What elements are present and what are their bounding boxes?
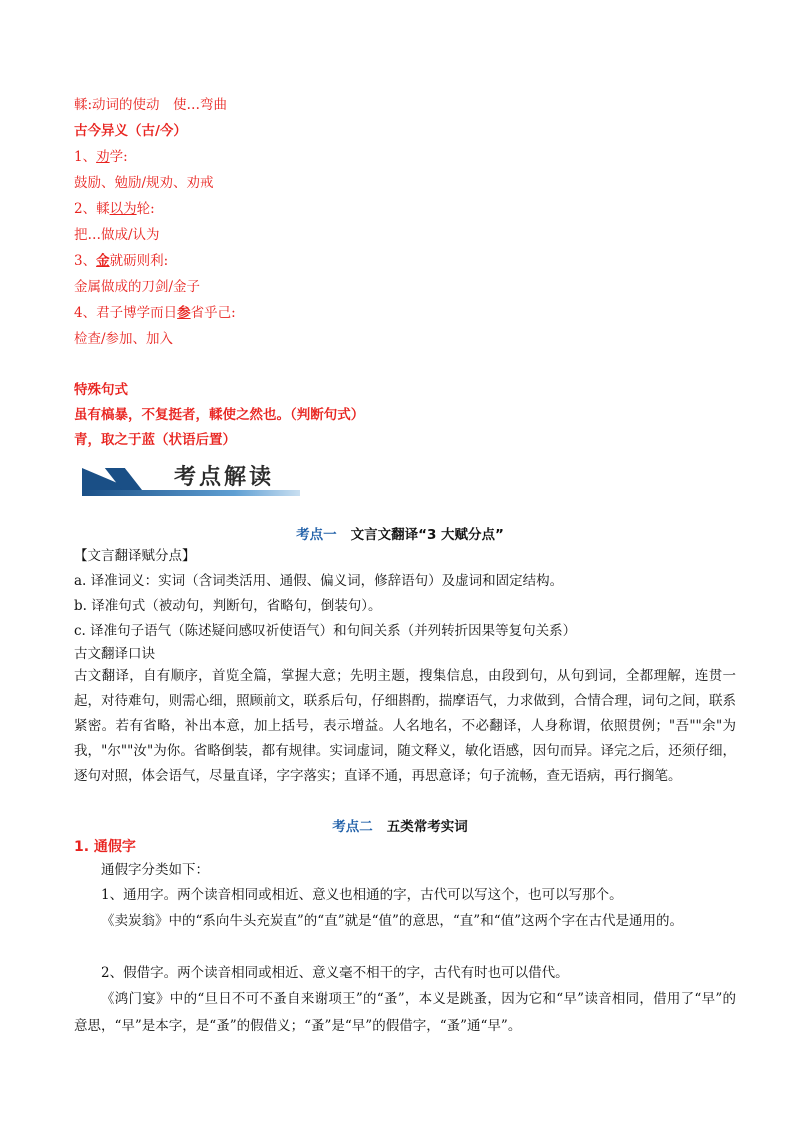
causative-note: 輮:动词的使动 使…弯曲 bbox=[74, 97, 228, 113]
item-1-meaning: 鼓励、勉励/规劝、劝戒 bbox=[74, 175, 214, 191]
section-banner bbox=[82, 462, 300, 496]
point-1-bracket-title: 【文言翻译赋分点】 bbox=[74, 548, 196, 564]
tongjia-p4: 《鸿门宴》中的“旦日不可不蚤自来谢项王”的“蚤”，本义是跳蚤，因为它和“早”读音相同，借用了“早”的意思，“早”是本字，是“蚤”的假借义；“蚤”是“早”的假借字，“蚤”通“早”。 bbox=[74, 991, 736, 1034]
item-4-meaning: 检查/参加、加入 bbox=[74, 331, 174, 347]
formula-title: 古文翻译口诀 bbox=[74, 646, 155, 662]
item-4-rest: 省乎己: bbox=[190, 305, 236, 321]
item-3-meaning: 金属做成的刀剑/金子 bbox=[74, 279, 201, 295]
tongjia-heading: 1. 通假字 bbox=[74, 839, 136, 855]
point-1-heading bbox=[0, 523, 800, 543]
item-3-prefix: 3、 bbox=[74, 253, 97, 269]
item-4 bbox=[74, 304, 236, 322]
point-1-b: b. 译准句式（被动句，判断句，省略句，倒装句）。 bbox=[74, 598, 382, 614]
item-2-prefix: 2、輮 bbox=[74, 201, 110, 217]
item-3-rest: 就砺则利: bbox=[109, 253, 169, 269]
point-1-a: a. 译准词义：实词（含词类活用、通假、偏义词，修辞语句）及虚词和固定结构。 bbox=[74, 573, 564, 589]
point-1-c: c. 译准句子语气（陈述疑问感叹祈使语气）和句间关系（并列转折因果等复句关系） bbox=[74, 623, 577, 639]
tongjia-p1: 1、通用字。两个读音相同或相近、意义也相通的字，古代可以写这个，也可以写那个。 bbox=[101, 887, 623, 903]
point-2-heading bbox=[0, 815, 800, 835]
special-sentence-heading: 特殊句式 bbox=[74, 382, 128, 398]
point-1-title: 文言文翻译“3 大赋分点” bbox=[350, 527, 504, 543]
formula-text: 古文翻译，自有顺序，首览全篇，掌握大意；先明主题，搜集信息，由段到句，从句到词，全都理解，连贯一起，对待难句，则需心细，照顾前文，联系后句，仔细斟酌，揣摩语气，力求做到，合情合理，词句之间，联系紧密。若有省略，补出本意，加上括号，表示增益。人名地名，不必翻译，人身称谓，依照贯例；"吾""余"为我，"尔""汝"为你。省略倒装，都有规律。实词虚词，随文释义，敏化语感，因句而异。译完之后，还须仔细，逐句对照，体会语气，尽量直译，字字落实；直译不通，再思意译；句子流畅，查无语病，再行搁笔。 bbox=[74, 668, 736, 784]
banner-title: 考点解读 bbox=[174, 464, 275, 490]
tongjia-p3: 2、假借字。两个读音相同或相近、意义毫不相干的字，古代有时也可以借代。 bbox=[101, 965, 569, 981]
item-2-rest: 轮: bbox=[136, 201, 155, 217]
item-1 bbox=[74, 148, 128, 166]
tongjia-intro: 通假字分类如下： bbox=[101, 862, 209, 878]
item-4-word: 参 bbox=[177, 305, 191, 321]
tongjia-p2: 《卖炭翁》中的“系向牛头充炭直”的“直”就是“值”的意思，“直”和“值”这两个字在古代是通用的。 bbox=[101, 913, 684, 929]
item-1-word: 劝 bbox=[96, 149, 110, 165]
item-2 bbox=[74, 200, 155, 218]
point-1-label: 考点一 bbox=[296, 527, 337, 543]
item-3-word: 金 bbox=[96, 253, 110, 269]
item-2-word: 以为 bbox=[109, 201, 137, 217]
special-sentence-1: 虽有槁暴，不复挺者，輮使之然也。（判断句式） bbox=[74, 407, 365, 423]
ancient-modern-heading: 古今异义（古/今） bbox=[74, 123, 187, 139]
point-2-title: 五类常考实词 bbox=[386, 819, 468, 835]
point-2-label: 考点二 bbox=[332, 819, 373, 835]
item-2-meaning: 把…做成/认为 bbox=[74, 227, 160, 243]
item-3 bbox=[74, 252, 168, 270]
item-4-prefix: 4、君子博学而日 bbox=[74, 305, 178, 321]
item-1-rest: 学: bbox=[109, 149, 128, 165]
special-sentence-2: 青，取之于蓝（状语后置） bbox=[74, 432, 236, 448]
item-1-prefix: 1、 bbox=[74, 149, 97, 165]
